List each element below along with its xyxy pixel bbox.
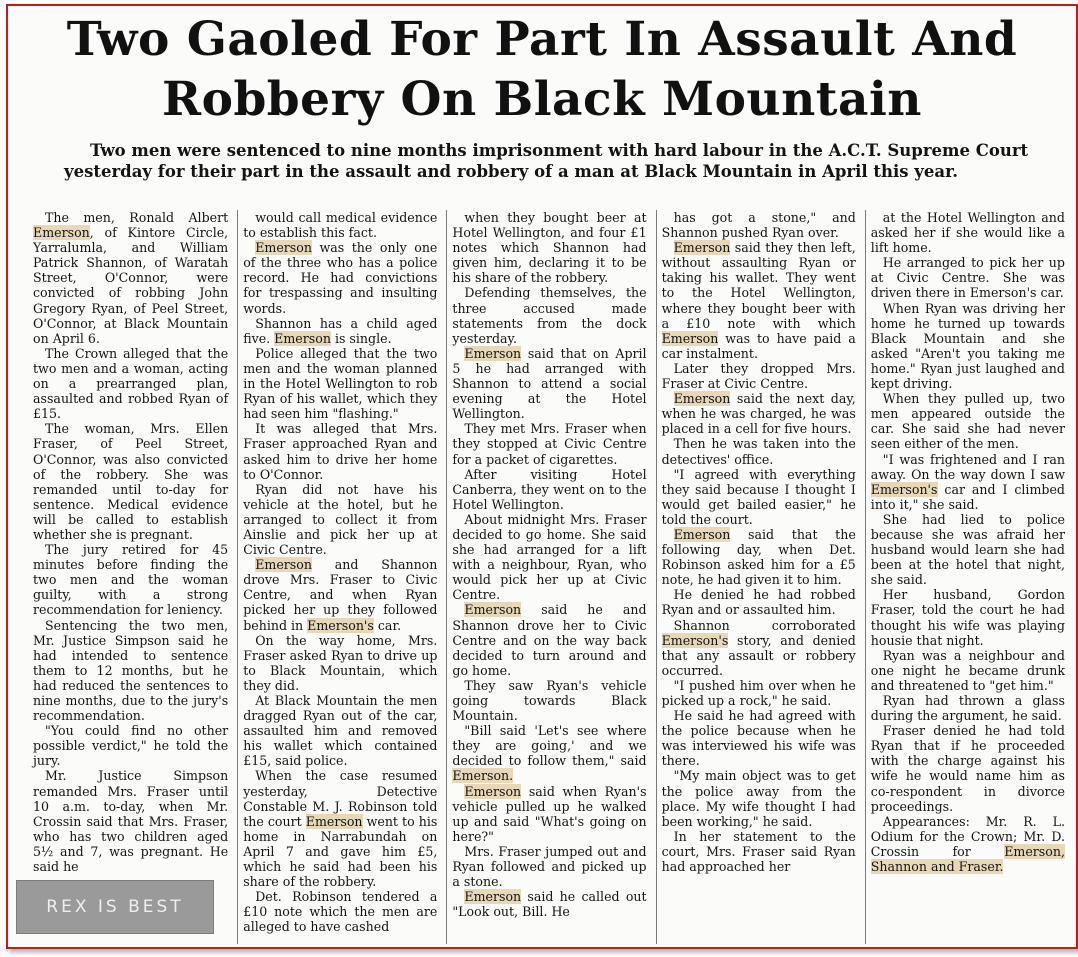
article-paragraph — [452, 784, 646, 844]
newspaper-clipping — [6, 4, 1078, 949]
article-paragraph — [243, 557, 437, 632]
watermark-badge: REX IS BEST — [16, 880, 214, 934]
article-column-4 — [656, 210, 861, 944]
highlighted-name: Emerson — [464, 889, 522, 905]
article-paragraph — [33, 723, 228, 768]
article-paragraph — [871, 452, 1065, 512]
text-run: Det. Robinson tendered a £10 note which the men are alleged to have cashed — [243, 889, 438, 935]
article-paragraph — [662, 587, 856, 617]
headline — [8, 10, 1076, 130]
highlighted-name: Emerson — [673, 391, 731, 407]
text-run: "I was frightened and I ran away. On the way down I saw — [870, 451, 1065, 482]
article-paragraph — [243, 421, 437, 481]
article-paragraph — [33, 421, 228, 542]
article-paragraph — [452, 678, 646, 723]
highlighted-name: Emerson — [673, 240, 731, 256]
highlighted-name: Emerson — [305, 813, 363, 829]
text-run: Shannon corroborated — [673, 617, 856, 633]
article-paragraph — [33, 210, 228, 346]
highlighted-name: Emerson — [33, 225, 90, 241]
text-run: They met Mrs. Fraser when they stopped at Civic Centre for a packet of cigarettes. — [452, 421, 647, 467]
article-paragraph — [243, 633, 437, 693]
article-paragraph — [33, 346, 228, 421]
article-paragraph — [871, 255, 1065, 300]
article-paragraph — [243, 482, 437, 557]
text-run: "Bill said 'Let's see where they are going,' and we decided to follow them," said — [452, 723, 647, 769]
article-paragraph — [452, 602, 646, 677]
text-run: When they pulled up, two men appeared outside the car. She said she had never seen either of the men. — [870, 391, 1065, 452]
text-run: "You could find no other possible verdict," he told the jury. — [33, 723, 229, 769]
article-paragraph — [662, 436, 856, 466]
text-run: said he and Shannon drove her to Civic Centre and on the way back decided to turn around and go home. — [452, 602, 647, 678]
article-paragraph — [662, 467, 856, 527]
article-paragraph — [662, 768, 856, 828]
text-run: said that on April 5 he had arranged with Shannon to attend a social evening at the Hotel Wellington. — [452, 345, 647, 422]
article-paragraph — [243, 346, 437, 421]
article-paragraph — [452, 723, 646, 783]
article-paragraph — [33, 542, 228, 617]
highlighted-name: Emerson — [464, 602, 522, 618]
article-paragraph — [33, 618, 228, 724]
text-run: He said he had agreed with the police because when he was interviewed his wife was there. — [661, 708, 856, 769]
text-run: The jury retired for 45 minutes before finding the two men and the woman guilty, with a strong recommendation for leniency. — [33, 542, 229, 618]
text-run: said he called out "Look out, Bill. He — [452, 889, 647, 920]
headline-line-1: Two Gaoled For Part In Assault And — [66, 12, 1018, 67]
headline-line-2: Robbery On Black Mountain — [162, 72, 922, 127]
highlighted-name: Emerson — [673, 526, 731, 542]
text-run: "I agreed with everything they said because I thought I would get bailed easier," he told the court. — [661, 466, 856, 527]
text-run: After visiting Hotel Canberra, they went on to the Hotel Wellington. — [452, 466, 647, 512]
article-paragraph — [662, 210, 856, 240]
article-column-2 — [237, 210, 442, 944]
article-paragraph — [871, 301, 1065, 392]
text-run: said the next day, when he was charged, he was placed in a cell for five hours. — [661, 391, 856, 437]
highlighted-name: Emerson — [464, 783, 522, 799]
text-run: was to have paid a car instalment. — [661, 330, 856, 361]
text-run: The woman, Mrs. Ellen Fraser, of Peel Street, O'Connor, was also convicted of the robbery. She was remanded until to-day for sentence. Medical evidence will be called to establish whether she is pregnant. — [33, 421, 229, 542]
text-run: said they then left, without assaulting Ryan or taking his wallet. They went to the Hotel Wellington, where they bought beer with a £10 note with which — [661, 240, 856, 331]
highlighted-name: Shannon and Fraser. — [870, 859, 1004, 875]
text-run: car. — [373, 617, 402, 633]
text-run: Police alleged that the two men and the woman planned in the Hotel Wellington to rob Ryan of his wallet, which they had seen him "flashing." — [243, 345, 438, 422]
text-run: Fraser denied he had told Ryan that if he proceeded with the charge against his wife he would name him as co-respondent in divorce proceedings. — [870, 723, 1065, 814]
highlighted-name: Emerson — [464, 345, 522, 361]
article-paragraph — [243, 210, 437, 240]
article-paragraph — [452, 210, 646, 285]
article-paragraph — [871, 814, 1065, 874]
text-run: said that the following day, when Det. Robinson asked him for a £5 note, he had given it to him. — [661, 526, 856, 588]
text-run: When Ryan was driving her home he turned up towards Black Mountain and she asked "Aren't you taking me home." Ryan just laughed and kept driving. — [870, 300, 1065, 392]
article-paragraph — [452, 285, 646, 345]
article-columns — [28, 210, 1070, 944]
text-run: Ryan had thrown a glass during the argument, he said. — [870, 693, 1065, 724]
article-paragraph — [243, 889, 437, 934]
article-paragraph — [662, 391, 856, 436]
highlighted-name: Emerson — [274, 330, 331, 346]
article-paragraph — [452, 467, 646, 512]
article-paragraph — [452, 346, 646, 421]
text-run: went to his home in Narrabundah on April 7 and gave him £5, which he said had been his share of the robbery. — [243, 813, 438, 890]
text-run: The men, Ronald Albert — [45, 210, 229, 225]
article-paragraph — [871, 587, 1065, 647]
highlighted-name: Emerson. — [452, 768, 514, 784]
article-column-1 — [28, 210, 233, 944]
text-run: Defending themselves, the three accused made statements from the dock yesterday. — [452, 285, 647, 346]
article-paragraph — [662, 708, 856, 768]
text-run: About midnight Mrs. Fraser decided to go home. She said she had arranged for a lift with a neighbour, Ryan, who would pick her up at Civic Centre. — [452, 511, 647, 603]
text-run: Then he was taken into the detectives' office. — [661, 436, 856, 467]
article-paragraph — [662, 240, 856, 361]
text-run: car and I climbed into it," she said. — [870, 481, 1065, 512]
highlighted-name: Emerson — [255, 240, 312, 256]
text-run: Sentencing the two men, Mr. Justice Simpson said he had intended to sentence them to 12 months, but he had reduced the sentences to nine months, due to the jury's recommendation. — [33, 617, 229, 724]
highlighted-name: Emerson — [255, 557, 312, 573]
highlighted-name: Emerson's — [870, 481, 938, 497]
text-run: Her husband, Gordon Fraser, told the court he had thought his wife was playing housie that night. — [870, 587, 1065, 648]
article-paragraph — [452, 421, 646, 466]
text-run: "My main object was to get the police away from the place. My wife thought I had been working," he said. — [661, 768, 856, 829]
article-paragraph — [452, 889, 646, 919]
text-run: story, and denied that any assault or robbery occurred. — [661, 632, 856, 678]
article-paragraph — [662, 527, 856, 587]
text-run: Mrs. Fraser jumped out and Ryan followed and picked up a stone. — [452, 843, 647, 890]
text-run: is single. — [330, 330, 392, 346]
text-run: The Crown alleged that the two men and a woman, acting on a prearranged plan, assaulted and robbed Ryan of £15. — [33, 345, 229, 422]
article-paragraph — [662, 361, 856, 391]
text-run: Shannon has a child aged five. — [243, 315, 438, 346]
highlighted-name: Emerson's — [307, 617, 374, 633]
article-paragraph — [243, 693, 437, 768]
article-paragraph — [662, 618, 856, 678]
article-paragraph — [871, 210, 1065, 255]
text-run: at the Hotel Wellington and asked her if she would like a lift home. — [870, 210, 1065, 256]
text-run: At Black Mountain the men dragged Ryan out of the car, assaulted him and removed his wallet which contained £15, said police. — [243, 693, 438, 769]
text-run: When the case resumed yesterday, Detective Constable M. J. Robinson told the court — [243, 768, 438, 829]
article-paragraph — [452, 512, 646, 603]
highlighted-name: Emerson, — [1004, 843, 1065, 859]
text-run: and Shannon drove Mrs. Fraser to Civic Centre, and when Ryan picked her up they followed behind in — [243, 557, 438, 633]
text-run: , of Kintore Circle, Yarralumla, and William Patrick Shannon, of Waratah Street, O'Connor, were convicted of robbing John Gregory Ryan, of Peel Street, O'Connor, at Black Mountain on April 6. — [33, 225, 229, 346]
text-run: Ryan was a neighbour and one night he became drunk and threatened to "get him." — [870, 647, 1065, 693]
article-column-3 — [446, 210, 651, 944]
text-run: said when Ryan's vehicle pulled up he walked up and said "What's going on here?" — [452, 783, 647, 844]
article-paragraph — [243, 240, 437, 315]
article-paragraph — [871, 723, 1065, 814]
article-paragraph — [871, 391, 1065, 451]
article-paragraph — [243, 316, 437, 346]
article-paragraph — [662, 678, 856, 708]
standfirst: Two men were sentenced to nine months imprisonment with hard labour in the A.C.T. Supreme Court yesterday for their part in the assault and robbery of a man at Black Mountain in April this year. — [64, 141, 1029, 181]
article-column-5 — [865, 210, 1070, 944]
text-run: It was alleged that Mrs. Fraser approached Ryan and asked him to drive her home to O'Connor. — [243, 421, 438, 482]
article-paragraph — [33, 768, 228, 874]
text-run: Later they dropped Mrs. Fraser at Civic Centre. — [661, 360, 856, 392]
article-paragraph — [871, 693, 1065, 723]
text-run: They saw Ryan's vehicle going towards Black Mountain. — [452, 677, 647, 724]
highlighted-name: Emerson — [661, 330, 719, 346]
text-run: Mr. Justice Simpson remanded Mrs. Fraser until 10 a.m. to-day, when Mr. Crossin said that Mrs. Fraser, who has two children aged 5½ and 7, was pregnant. He said he — [33, 768, 229, 875]
article-paragraph — [871, 512, 1065, 587]
article-paragraph — [452, 844, 646, 889]
text-run: Ryan did not have his vehicle at the hotel, but he arranged to collect it from Ainslie and pick her up at Civic Centre. — [243, 481, 438, 558]
text-run: He arranged to pick her up at Civic Centre. She was driven there in Emerson's car. — [870, 255, 1065, 301]
text-run: when they bought beer at Hotel Wellington, and four £1 notes which Shannon had given him, declaring it to be his share of the robbery. — [452, 210, 647, 286]
highlighted-name: Emerson's — [661, 632, 729, 648]
article-paragraph — [662, 829, 856, 874]
text-run: has got a stone," and Shannon pushed Ryan over. — [661, 210, 856, 241]
article-paragraph — [871, 648, 1065, 693]
text-run: was the only one of the three who has a police record. He had convictions for trespassing and insulting words. — [243, 240, 438, 316]
text-run: He denied he had robbed Ryan and or assaulted him. — [661, 587, 856, 618]
text-run: In her statement to the court, Mrs. Fraser said Ryan had approached her — [661, 828, 856, 875]
text-run: She had lied to police because she was afraid her husband would learn she had been at the hotel that night, she said. — [870, 511, 1065, 588]
text-run: Appearances: Mr. R. L. Odium for the Crown; Mr. D. Crossin for — [870, 813, 1065, 859]
text-run: On the way home, Mrs. Fraser asked Ryan to drive up to Black Mountain, which they did. — [243, 632, 438, 693]
text-run: "I pushed him over when he picked up a rock," he said. — [661, 677, 856, 708]
article-paragraph — [243, 768, 437, 889]
text-run: would call medical evidence to establish this fact. — [243, 210, 438, 241]
